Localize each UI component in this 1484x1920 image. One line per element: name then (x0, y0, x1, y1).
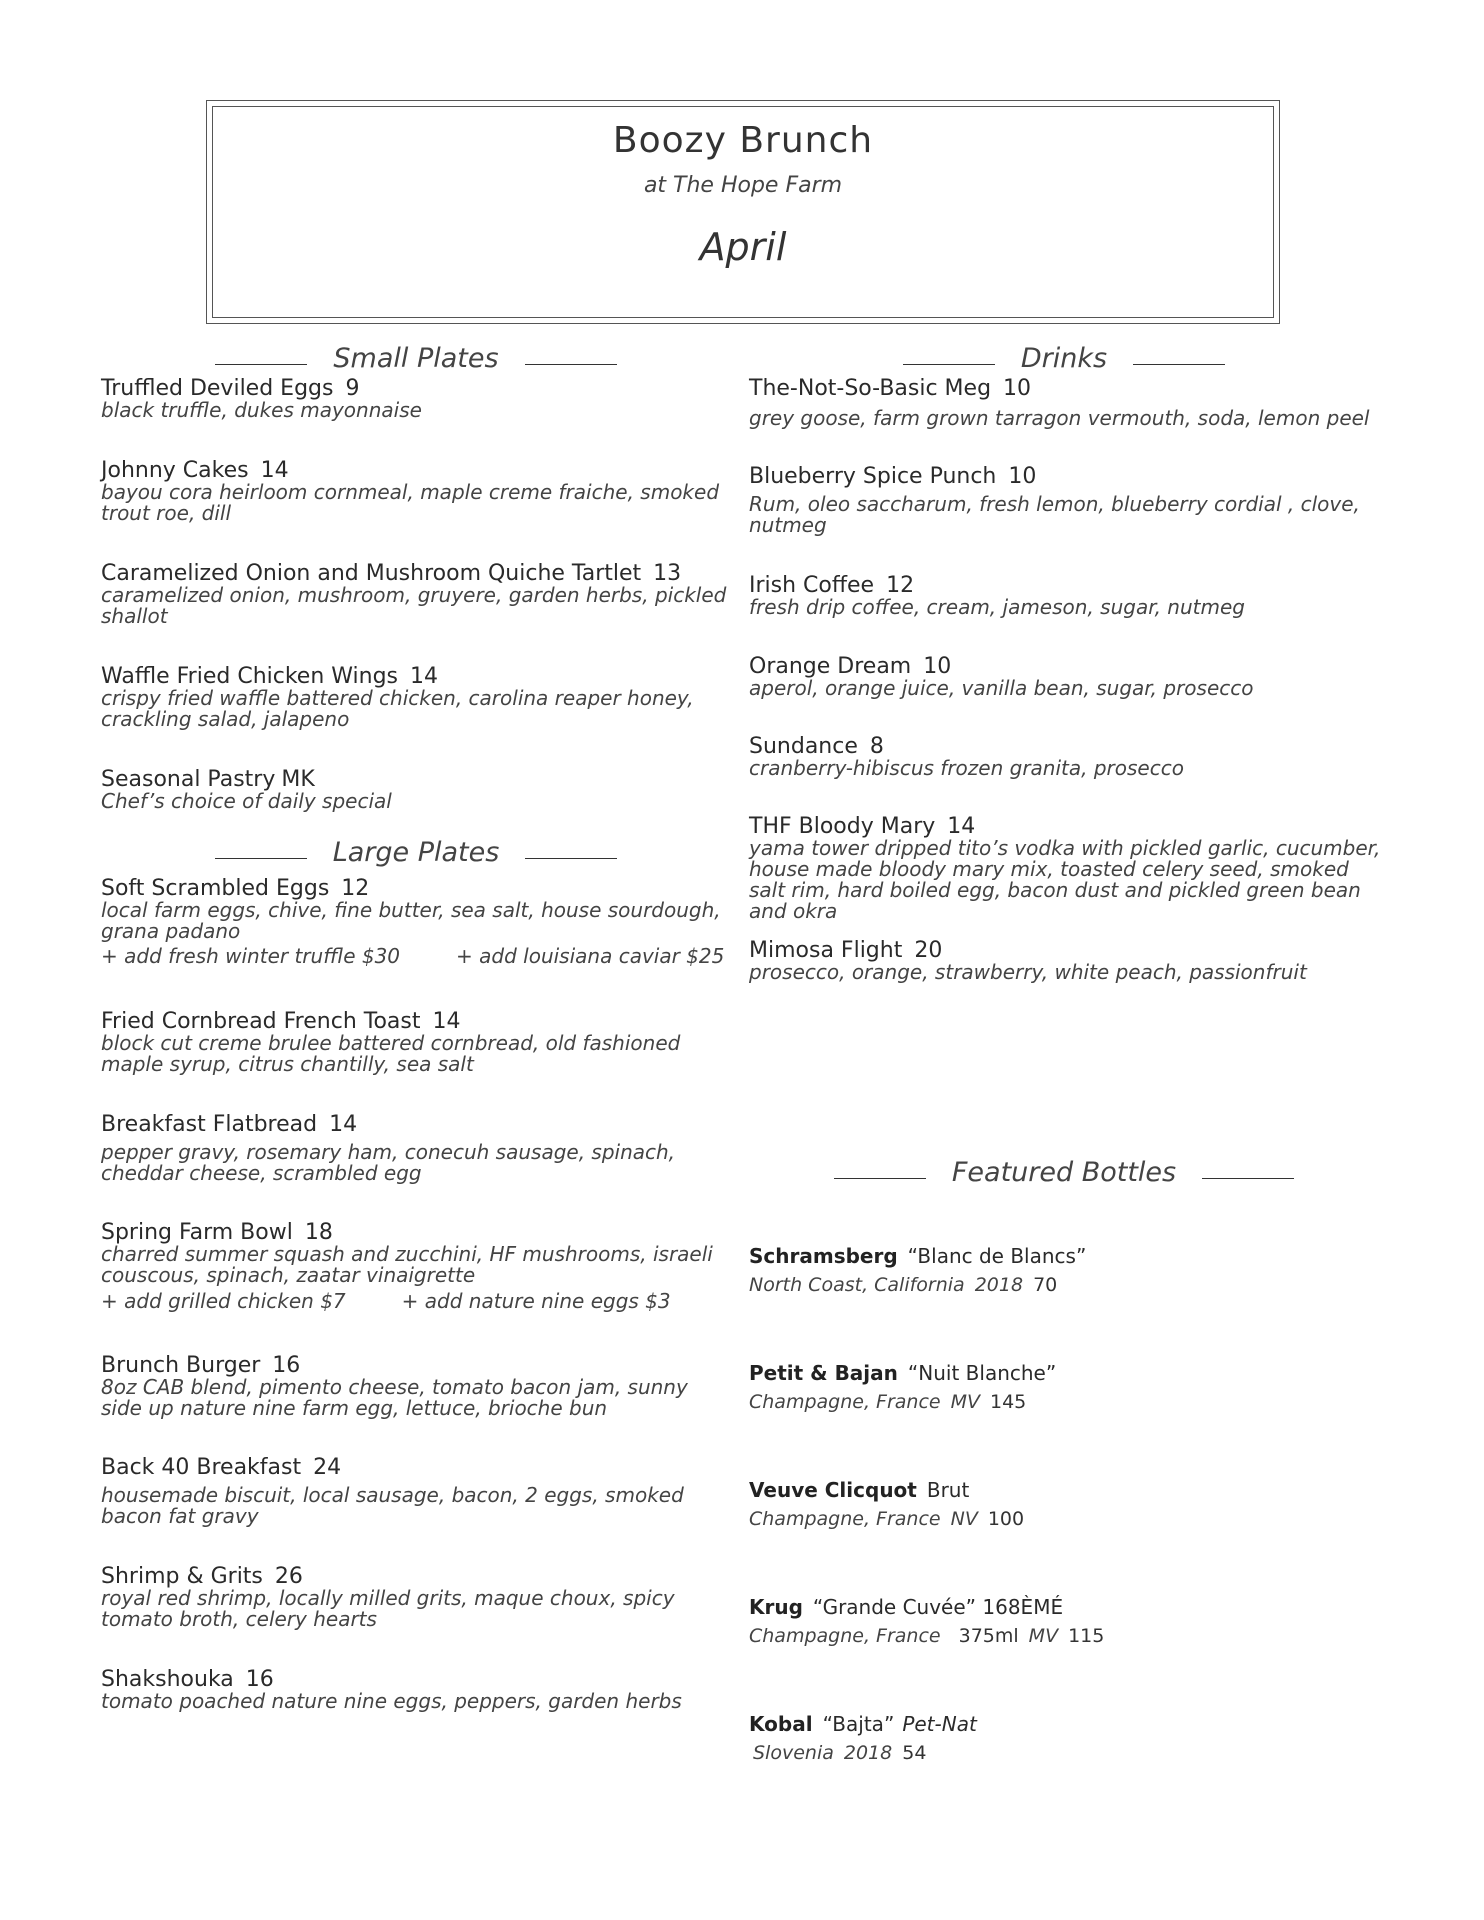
item-name-line (101, 1011, 731, 1033)
bottle-details (749, 1276, 1389, 1295)
item-description: bayou cora heirloom cornmeal, maple creme fraiche, smoked trout roe, dill (101, 480, 720, 525)
item-price: 14 (947, 814, 976, 839)
bottle-region: Champagne, France (749, 1508, 941, 1530)
menu-item-quiche-tartlet (101, 563, 731, 627)
menu-header (206, 100, 1280, 324)
bottle-name-line (749, 1363, 1389, 1383)
item-name-line (749, 378, 1389, 400)
item-name: Sundance (749, 734, 858, 759)
bottle-item-petit-bajan (749, 1363, 1389, 1412)
item-description: block cut creme brulee battered cornbread, old fashioned maple syrup, citrus chantilly, sea salt (101, 1031, 681, 1076)
title-rule-left (215, 364, 307, 365)
item-name-line (101, 1566, 731, 1588)
item-name-line (101, 1669, 731, 1691)
menu-item-breakfast-flatbread (101, 1114, 731, 1184)
menu-item-truffled-deviled-eggs (101, 378, 731, 421)
addon-option: + add louisiana caviar $25 (456, 944, 725, 968)
item-price: 12 (341, 876, 370, 901)
item-description: Rum, oleo saccharum, fresh lemon, blueberry cordial , clove, nutmeg (749, 492, 1360, 537)
item-name-line (749, 575, 1389, 597)
item-description: pepper gravy, rosemary ham, conecuh sausage, spinach, cheddar cheese, scrambled egg (101, 1140, 676, 1185)
section-title-small-plates (101, 342, 731, 374)
menu-item-fried-cornbread-french-toast (101, 1011, 731, 1075)
section-title-text: Featured Bottles (951, 1156, 1177, 1188)
menu-item-johnny-cakes (101, 460, 731, 524)
menu-month: April (699, 225, 787, 269)
bottle-details (749, 1393, 1389, 1412)
bottle-producer: Schramsberg (749, 1244, 898, 1268)
section-title-text: Small Plates (333, 342, 499, 374)
title-rule-right (1202, 1178, 1294, 1179)
item-price: 20 (914, 938, 943, 963)
item-description: cranberry-hibiscus frozen granita, prosecco (749, 756, 1184, 780)
item-price: 8 (869, 734, 884, 759)
item-price: 9 (345, 376, 360, 401)
drink-item-mimosa-flight (749, 940, 1389, 983)
item-description: crispy fried waffle battered chicken, carolina reaper honey, crackling salad, jalapeno (101, 686, 694, 731)
bottle-details (749, 1510, 1389, 1529)
item-name: Caramelized Onion and Mushroom Quiche Tartlet (101, 561, 642, 586)
title-rule-right (525, 858, 617, 859)
bottle-region: Champagne, France (749, 1391, 941, 1413)
menu-header-inner-frame (212, 106, 1274, 318)
bottle-vintage: 2018 (974, 1274, 1024, 1296)
item-description: local farm eggs, chive, fine butter, sea salt, house sourdough, grana padano (101, 898, 721, 943)
drink-item-sundance (749, 736, 1389, 779)
item-name-line (749, 816, 1389, 838)
bottle-vintage: 2018 (843, 1742, 893, 1764)
drink-item-irish-coffee (749, 575, 1389, 618)
menu-item-seasonal-pastry (101, 769, 731, 812)
title-rule-left (834, 1178, 926, 1179)
item-description: black truffle, dukes mayonnaise (101, 398, 422, 422)
item-description: 8oz CAB blend, pimento cheese, tomato bacon jam, sunny side up nature nine farm egg, lettuce, brioche bun (101, 1375, 688, 1420)
bottle-label: “Blanc de Blancs” (907, 1244, 1087, 1268)
item-name: Truffled Deviled Eggs (101, 376, 334, 401)
item-name: Back 40 Breakfast (101, 1455, 302, 1480)
drink-item-blueberry-spice-punch (749, 466, 1389, 536)
item-description: charred summer squash and zucchini, HF mushrooms, israeli couscous, spinach, zaatar vinaigrette (101, 1242, 713, 1287)
bottle-region: North Coast, California (749, 1274, 965, 1296)
item-description: prosecco, orange, strawberry, white peach, passionfruit (749, 960, 1307, 984)
item-name-line (101, 666, 731, 688)
addon-option: + add grilled chicken $7 (101, 1289, 346, 1313)
item-description: caramelized onion, mushroom, gruyere, garden herbs, pickled shallot (101, 583, 727, 628)
item-price: 16 (272, 1353, 301, 1378)
menu-title: Boozy Brunch (612, 120, 874, 161)
bottle-item-krug (749, 1597, 1389, 1646)
item-name-line (101, 1355, 731, 1377)
title-rule-right (525, 364, 617, 365)
item-price: 13 (653, 561, 682, 586)
title-rule-left (903, 364, 995, 365)
bottle-item-kobal (749, 1714, 1389, 1763)
item-name: Breakfast Flatbread (101, 1112, 318, 1137)
item-name-line (101, 1457, 731, 1479)
bottle-label: Brut (926, 1478, 970, 1502)
item-name-line (101, 1222, 731, 1244)
item-description: Chef’s choice of daily special (101, 789, 392, 813)
item-price: 14 (410, 664, 439, 689)
item-name-line (749, 940, 1389, 962)
item-name: Spring Farm Bowl (101, 1220, 293, 1245)
item-name-line (749, 656, 1389, 678)
item-name: Blueberry Spice Punch (749, 464, 997, 489)
item-name-line (101, 378, 731, 400)
item-price: 14 (260, 458, 289, 483)
title-rule-left (215, 858, 307, 859)
addon-option: + add fresh winter truffle $30 (101, 944, 401, 968)
item-description: tomato poached nature nine eggs, peppers, garden herbs (101, 1689, 682, 1713)
bottle-label: “Grande Cuvée” 168ÈMÉ (812, 1595, 1064, 1619)
bottle-details (749, 1627, 1389, 1646)
item-name-line (101, 1114, 731, 1136)
item-name-line (101, 460, 731, 482)
bottle-price: 145 (990, 1391, 1027, 1413)
item-price: MK (281, 767, 315, 792)
item-price: 14 (432, 1009, 461, 1034)
item-name: Waffle Fried Chicken Wings (101, 664, 399, 689)
bottle-name-line (749, 1480, 1389, 1500)
item-name: Irish Coffee (749, 573, 875, 598)
item-name: Shrimp & Grits (101, 1564, 263, 1589)
bottle-region: Slovenia (753, 1742, 834, 1764)
section-title-text: Drinks (1020, 342, 1108, 374)
item-addons (101, 1291, 731, 1311)
item-name: Mimosa Flight (749, 938, 903, 963)
drink-item-orange-dream (749, 656, 1389, 699)
bottle-price: 54 (902, 1742, 927, 1764)
menu-item-shakshouka (101, 1669, 731, 1712)
item-price: 24 (313, 1455, 342, 1480)
item-price: 10 (1003, 376, 1032, 401)
section-title-large-plates (101, 836, 731, 868)
menu-item-spring-farm-bowl (101, 1222, 731, 1311)
bottle-name-line (749, 1246, 1389, 1266)
bottle-price: 70 (1033, 1274, 1058, 1296)
item-description: grey goose, farm grown tarragon vermouth, soda, lemon peel (749, 406, 1370, 430)
item-price: 26 (274, 1564, 303, 1589)
menu-item-shrimp-and-grits (101, 1566, 731, 1630)
item-price: 16 (245, 1667, 274, 1692)
bottle-item-schramsberg (749, 1246, 1389, 1295)
item-name-line (101, 878, 731, 900)
item-name-line (749, 466, 1389, 488)
bottle-producer: Krug (749, 1595, 803, 1619)
bottle-style: Pet-Nat (902, 1712, 977, 1736)
bottle-price: 115 (1068, 1625, 1105, 1647)
item-name-line (101, 563, 731, 585)
item-price: 10 (1008, 464, 1037, 489)
item-description: aperol, orange juice, vanilla bean, sugar, prosecco (749, 676, 1254, 700)
item-description: housemade biscuit, local sausage, bacon, 2 eggs, smoked bacon fat gravy (101, 1483, 684, 1528)
item-name: Brunch Burger (101, 1353, 261, 1378)
section-title-drinks (749, 342, 1379, 374)
item-name: The-Not-So-Basic Meg (749, 376, 992, 401)
bottle-item-veuve-clicquot (749, 1480, 1389, 1529)
item-name: Orange Dream (749, 654, 912, 679)
drink-item-thf-bloody-mary (749, 816, 1389, 922)
bottle-label: “Bajta” (822, 1712, 895, 1736)
item-addons (101, 946, 731, 966)
item-price: 14 (329, 1112, 358, 1137)
item-price: 12 (886, 573, 915, 598)
addon-option: + add nature nine eggs $3 (401, 1289, 671, 1313)
item-name-line (101, 769, 731, 791)
section-title-featured-bottles (749, 1156, 1379, 1188)
bottle-vintage: MV (1028, 1625, 1059, 1647)
menu-item-back-40-breakfast (101, 1457, 731, 1527)
bottle-label: “Nuit Blanche” (907, 1361, 1057, 1385)
item-name: Johnny Cakes (101, 458, 249, 483)
bottle-producer: Veuve Clicquot (749, 1478, 917, 1502)
bottle-producer: Petit & Bajan (749, 1361, 898, 1385)
section-title-text: Large Plates (332, 836, 500, 868)
item-name-line (749, 736, 1389, 758)
item-name: Shakshouka (101, 1667, 234, 1692)
bottle-size: 375ml (958, 1625, 1019, 1647)
menu-subtitle: at The Hope Farm (643, 173, 843, 198)
bottle-price: 100 (987, 1508, 1025, 1530)
item-description: fresh drip coffee, cream, jameson, sugar, nutmeg (749, 595, 1245, 619)
bottle-vintage: NV (950, 1508, 978, 1530)
item-name: Fried Cornbread French Toast (101, 1009, 421, 1034)
item-description: yama tower dripped tito’s vodka with pickled garlic, cucumber, house made bloody mary mix, toasted celery seed, smoked salt rim, hard boiled egg, bacon dust and pickled green bean and okra (749, 836, 1381, 923)
bottle-vintage: MV (950, 1391, 980, 1413)
item-description: royal red shrimp, locally milled grits, maque choux, spicy tomato broth, celery hearts (101, 1586, 675, 1631)
bottle-producer: Kobal (749, 1712, 813, 1736)
drink-item-not-so-basic-meg (749, 378, 1389, 429)
menu-item-soft-scrambled-eggs (101, 878, 731, 966)
item-name: THF Bloody Mary (749, 814, 936, 839)
bottle-region: Champagne, France (749, 1625, 941, 1647)
item-price: 10 (923, 654, 952, 679)
menu-item-waffle-fried-chicken-wings (101, 666, 731, 730)
bottle-details (753, 1744, 1389, 1763)
bottle-name-line (749, 1714, 1389, 1734)
item-price: 18 (304, 1220, 333, 1245)
item-name: Soft Scrambled Eggs (101, 876, 330, 901)
title-rule-right (1133, 364, 1225, 365)
menu-item-brunch-burger (101, 1355, 731, 1419)
item-name: Seasonal Pastry (101, 767, 276, 792)
bottle-name-line (749, 1597, 1389, 1617)
